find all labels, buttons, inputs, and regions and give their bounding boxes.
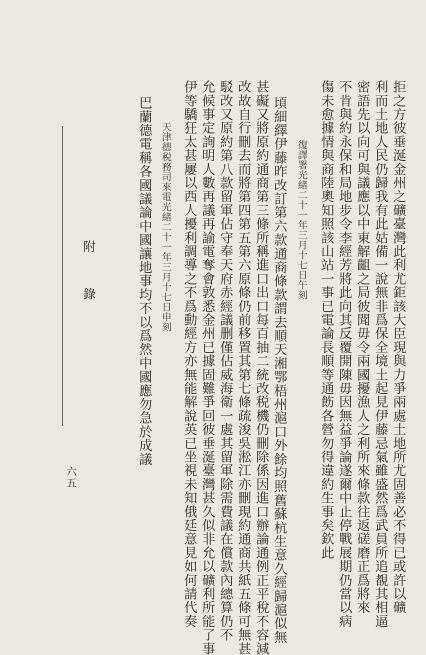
text-column-3: 密語先以向可與議應以中東解齟之局彼聞毋令兩國擾漁人之利所來條款往返磋磨正爲將來	[354, 80, 370, 615]
heading-tianjin-telegram: 天津德税務司來電光緒二十一年三月十七日申刻	[159, 122, 171, 332]
text-column-4: 不肯與約永保和局地步令李經芳將此向其反覆開陳毋因無益爭論遂爾中止停戰展期仍當以病	[336, 80, 352, 628]
text-column-10: 駁改又原約第八款留軍佔守奉天府赤經議删僅佔威海衛一處其留軍除需費議在償款內總算仍不	[217, 80, 233, 642]
text-column-8: 甚礙又將原約通商第三條所稱進口出口每百抽二統改税機仍刪除係因進口辦論通例正平稅不容減	[253, 80, 269, 655]
text-column-2: 利而土地人民仍歸我有此姑備一說無非爲保全境土起見伊藤忌氣雖盛然爲武員所追覩其相逼	[372, 80, 388, 628]
text-column-1: 拒之方彼垂涎金州之礦臺灣此利尤鉅該大臣現與力爭兩處土地所尤固善必不得已或許以礦	[390, 80, 406, 615]
text-column-5: 傷未愈據情與商陸奧知照該山站一事已電論長順等通飭各營勿得違約生事矣欽此	[318, 80, 334, 560]
text-column-7: 頃細繹伊藤昨改訂第六款通商條款謂去順天湘鄂梧州滬口外餘均照舊蘇杭生意久經歸滬似無	[271, 96, 287, 644]
text-column-12: 伊等驕狂太甚屢以西人擾利調導之不爲動經方亦無能解說英已坐視未知俄廷意見如何請代奏	[181, 80, 197, 628]
running-head: 附 錄	[81, 240, 97, 310]
text-column-14: 巴蘭德電稱各國議論中國讓地事均不以爲然中國應勿急於成議	[136, 96, 152, 466]
text-column-9: 改故自行刪去而將第四第五第六原條仍前移置其第七條疏浚吳淞江亦刪現約通商共紙五條可無甚	[235, 80, 251, 655]
page-number: 六五	[65, 466, 77, 489]
margin-rule	[62, 126, 63, 426]
text-column-11: 允候事定詢明人數再議再諭電奪會敦悉金州已據固難爭回彼垂涎臺灣甚久似非允以礦利所能了事	[199, 80, 215, 655]
heading-reply-to-zongli-yamen: 復譯署光緒二十一年三月十七日午刻	[295, 140, 307, 300]
